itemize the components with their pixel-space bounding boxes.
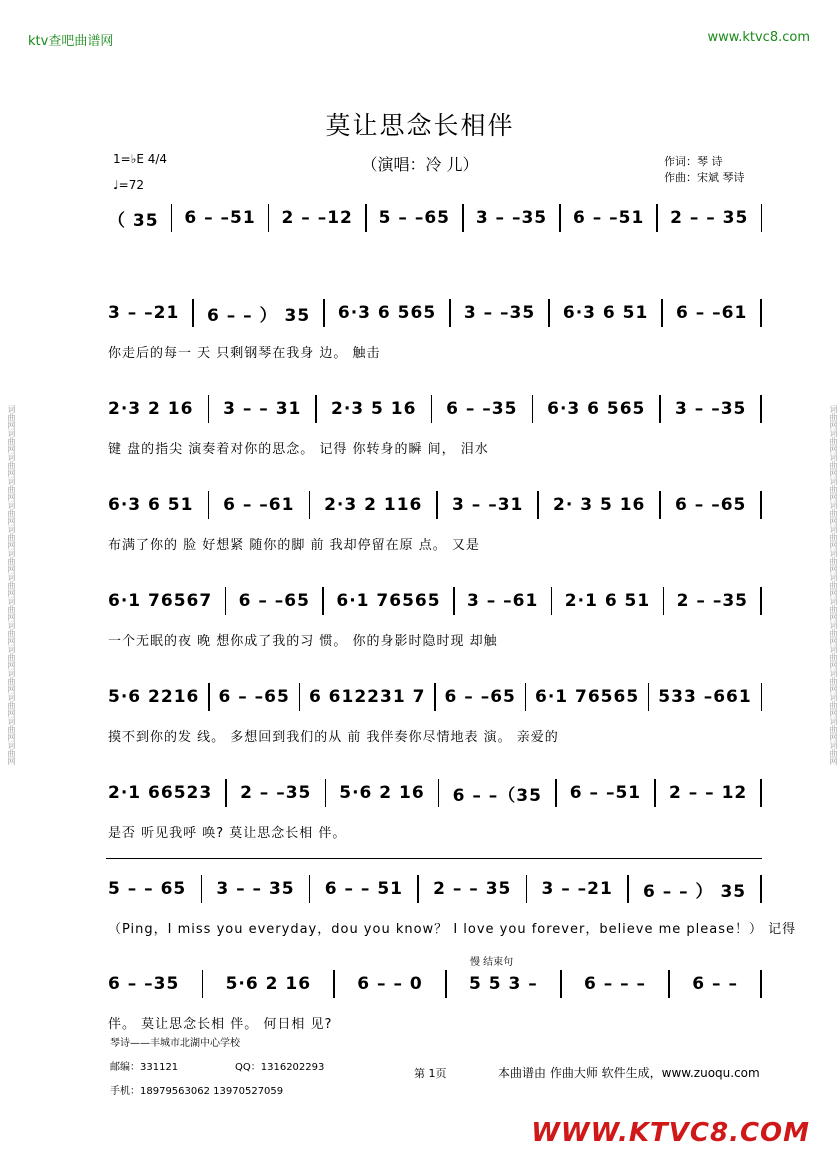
lyric-line: 摸不到你的发 线。 多想回到我们的从 前 我伴奏你尽情地表 演。 亲爱的 xyxy=(108,730,559,745)
song-title: 莫让思念长相伴 xyxy=(325,111,515,140)
bar-line xyxy=(445,970,447,998)
bar-line xyxy=(434,683,436,711)
measure: 3 – – 31 xyxy=(223,399,302,419)
footer-postcode: 邮编：331121 xyxy=(110,1062,179,1073)
measure: 6 – –51 xyxy=(569,783,642,803)
measure: 6·3 6 51 xyxy=(562,303,649,323)
page-number: 第 1页 xyxy=(414,1067,447,1080)
bar-line xyxy=(760,299,762,327)
measure: 6 – –61 xyxy=(676,303,748,323)
measure: 6 – – 0 xyxy=(357,974,423,994)
bar-line xyxy=(323,299,325,327)
notes-line xyxy=(108,682,762,712)
lyric-line: 一个无眠的夜 晚 想你成了我的习 惯。 你的身影时隐时现 却触 xyxy=(108,634,498,649)
bar-line xyxy=(208,683,210,711)
notes-line xyxy=(108,394,762,424)
bar-line xyxy=(365,204,367,232)
ktvc8-watermark-logo: WWW.KTVC8.COM xyxy=(531,1118,810,1148)
bar-line xyxy=(309,491,311,519)
lyric-line: 键 盘的指尖 演奏着对你的思念。 记得 你转身的瞬 间， 泪水 xyxy=(108,442,489,457)
measure: 2 – –12 xyxy=(281,208,353,228)
bar-line xyxy=(656,204,658,232)
divider xyxy=(106,858,762,859)
measure: 2·3 2 16 xyxy=(108,399,194,419)
lyric-line: 伴。 莫让思念长相 伴。 何日相 见? xyxy=(108,1017,333,1032)
measure: 3 – –35 xyxy=(675,399,747,419)
bar-line xyxy=(225,779,227,807)
composer-credit: 作曲：宋斌 琴诗 xyxy=(664,171,745,184)
bar-line xyxy=(315,395,317,423)
bar-line xyxy=(449,299,451,327)
bar-line xyxy=(201,875,203,903)
measure: 6 – – ） 35 xyxy=(642,881,747,902)
bar-line xyxy=(431,395,433,423)
measure: 6 – – – xyxy=(583,974,647,994)
lyric-line: （Ping，I miss you everyday，dou you know？ I love you forever，believe me please！） 记得 xyxy=(108,922,797,937)
measure: 6·1 76565 xyxy=(534,687,640,707)
bar-line xyxy=(526,875,528,903)
bar-line xyxy=(436,491,438,519)
measure: 5 5 3 – xyxy=(468,974,538,994)
measure: 5·6 2 16 xyxy=(339,783,425,803)
bar-line xyxy=(525,683,527,711)
bar-line xyxy=(299,683,301,711)
bar-line xyxy=(453,587,455,615)
bar-line xyxy=(208,395,210,423)
measure: 6·3 6 565 xyxy=(547,399,646,419)
bar-line xyxy=(760,779,762,807)
bar-line xyxy=(661,299,663,327)
measure: 6 – –35 xyxy=(446,399,518,419)
bar-line xyxy=(627,875,629,903)
measure: 6 – –（35 xyxy=(452,785,542,806)
notes-line xyxy=(108,298,762,328)
measure: 6·3 6 51 xyxy=(108,495,194,515)
measure: 2· 3 5 16 xyxy=(553,495,646,515)
bar-line xyxy=(225,587,227,615)
bar-line xyxy=(208,491,210,519)
bar-line xyxy=(555,779,557,807)
footer-qq: QQ：1316202293 xyxy=(235,1062,325,1073)
footer-author: 琴诗——丰城市北湖中心学校 xyxy=(110,1038,240,1049)
bar-line xyxy=(417,875,419,903)
measure: 6·3 6 565 xyxy=(337,303,437,323)
footer-phone: 手机：18979563062 13970527059 xyxy=(110,1086,284,1097)
notes-line xyxy=(108,778,762,808)
measure: 5·6 2216 xyxy=(108,687,200,707)
bar-line xyxy=(438,779,440,807)
header-left-link[interactable]: ktv查吧曲谱网 xyxy=(28,34,114,49)
measure: 6 – –65 xyxy=(444,687,516,707)
measure: 6 – –51 xyxy=(184,208,256,228)
measure: 3 – – 35 xyxy=(216,879,295,899)
bar-line xyxy=(659,395,661,423)
side-watermark-left: 词曲网词曲网词曲网词曲网词曲网词曲网词曲网词曲网词曲网词曲网词曲网词曲网词曲网词曲网词曲网 xyxy=(7,404,16,765)
bar-line xyxy=(659,491,661,519)
notes-line xyxy=(108,874,762,904)
software-credit: 本曲谱由 作曲大师 软件生成，www.zuoqu.com xyxy=(498,1066,760,1080)
bar-line xyxy=(202,970,204,998)
notes-line xyxy=(108,969,762,999)
measure: 5·6 2 16 xyxy=(225,974,312,994)
lyricist-credit: 作词：琴 诗 xyxy=(664,155,723,168)
bar-line xyxy=(268,204,270,232)
measure: 6 – –65 xyxy=(218,687,290,707)
measure: 3 – –21 xyxy=(108,303,180,323)
lyric-line: 是否 听见我呼 唤? 莫让思念长相 伴。 xyxy=(108,826,347,841)
measure: 2·3 5 16 xyxy=(331,399,417,419)
measure: 3 – –31 xyxy=(452,495,524,515)
bar-line xyxy=(551,587,553,615)
bar-line xyxy=(462,204,464,232)
singer-line: （演唱：冷 儿） xyxy=(361,155,479,174)
notes-line xyxy=(108,586,762,616)
measure: 2 – – 12 xyxy=(669,783,748,803)
measure: 6 – –65 xyxy=(238,591,310,611)
bar-line xyxy=(559,204,561,232)
bar-line xyxy=(171,204,173,232)
measure: 3 – –35 xyxy=(475,208,548,228)
tempo-annotation: 慢 结束句 xyxy=(470,957,514,968)
measure: （ 35 xyxy=(108,210,159,231)
measure: 6 – –51 xyxy=(572,208,645,228)
bar-line xyxy=(760,970,762,998)
measure: 5 – –65 xyxy=(378,208,450,228)
bar-line xyxy=(537,491,539,519)
measure: 6 – – xyxy=(692,974,738,994)
lyric-line: 布满了你的 脸 好想紧 随你的脚 前 我却停留在原 点。 又是 xyxy=(108,538,480,553)
measure: 2·1 66523 xyxy=(108,783,213,803)
measure: 2 – – 35 xyxy=(433,879,512,899)
bar-line xyxy=(668,970,670,998)
bar-line xyxy=(325,779,327,807)
header-right-link[interactable]: www.ktvc8.com xyxy=(707,30,810,45)
measure: 533 –661 xyxy=(658,687,752,707)
lyric-line: 你走后的每一 天 只剩钢琴在我身 边。 触击 xyxy=(108,346,381,361)
bar-line xyxy=(761,683,763,711)
measure: 6·1 76565 xyxy=(336,591,441,611)
bar-line xyxy=(192,299,194,327)
side-watermark-right: 词曲网词曲网词曲网词曲网词曲网词曲网词曲网词曲网词曲网词曲网词曲网词曲网词曲网词曲网词曲网 xyxy=(829,404,838,765)
measure: 6 612231 7 xyxy=(308,687,426,707)
measure: 3 – –61 xyxy=(467,591,539,611)
notes-line xyxy=(108,203,762,233)
measure: 6 – –65 xyxy=(675,495,747,515)
bar-line xyxy=(322,587,324,615)
measure: 6 – –35 xyxy=(108,974,180,994)
bar-line xyxy=(333,970,335,998)
measure: 3 – –35 xyxy=(463,303,536,323)
key-signature: 1=♭E 4/4 xyxy=(113,152,168,166)
bar-line xyxy=(560,970,562,998)
bar-line xyxy=(532,395,534,423)
measure: 6 – – ） 35 xyxy=(207,305,311,326)
bar-line xyxy=(309,875,311,903)
bar-line xyxy=(663,587,665,615)
measure: 2·3 2 116 xyxy=(324,495,423,515)
bar-line xyxy=(761,204,763,232)
notes-line xyxy=(108,490,762,520)
measure: 6·1 76567 xyxy=(108,591,213,611)
measure: 6 – – 51 xyxy=(324,879,403,899)
bar-line xyxy=(760,875,762,903)
bar-line xyxy=(760,491,762,519)
bar-line xyxy=(760,587,762,615)
tempo-marking: ♩=72 xyxy=(113,178,144,192)
bar-line xyxy=(760,395,762,423)
measure: 3 – –21 xyxy=(541,879,613,899)
measure: 2·1 6 51 xyxy=(564,591,651,611)
measure: 2 – – 35 xyxy=(670,208,749,228)
measure: 2 – –35 xyxy=(676,591,748,611)
measure: 6 – –61 xyxy=(223,495,295,515)
measure: 2 – –35 xyxy=(240,783,312,803)
bar-line xyxy=(548,299,550,327)
bar-line xyxy=(648,683,650,711)
measure: 5 – – 65 xyxy=(108,879,187,899)
bar-line xyxy=(654,779,656,807)
